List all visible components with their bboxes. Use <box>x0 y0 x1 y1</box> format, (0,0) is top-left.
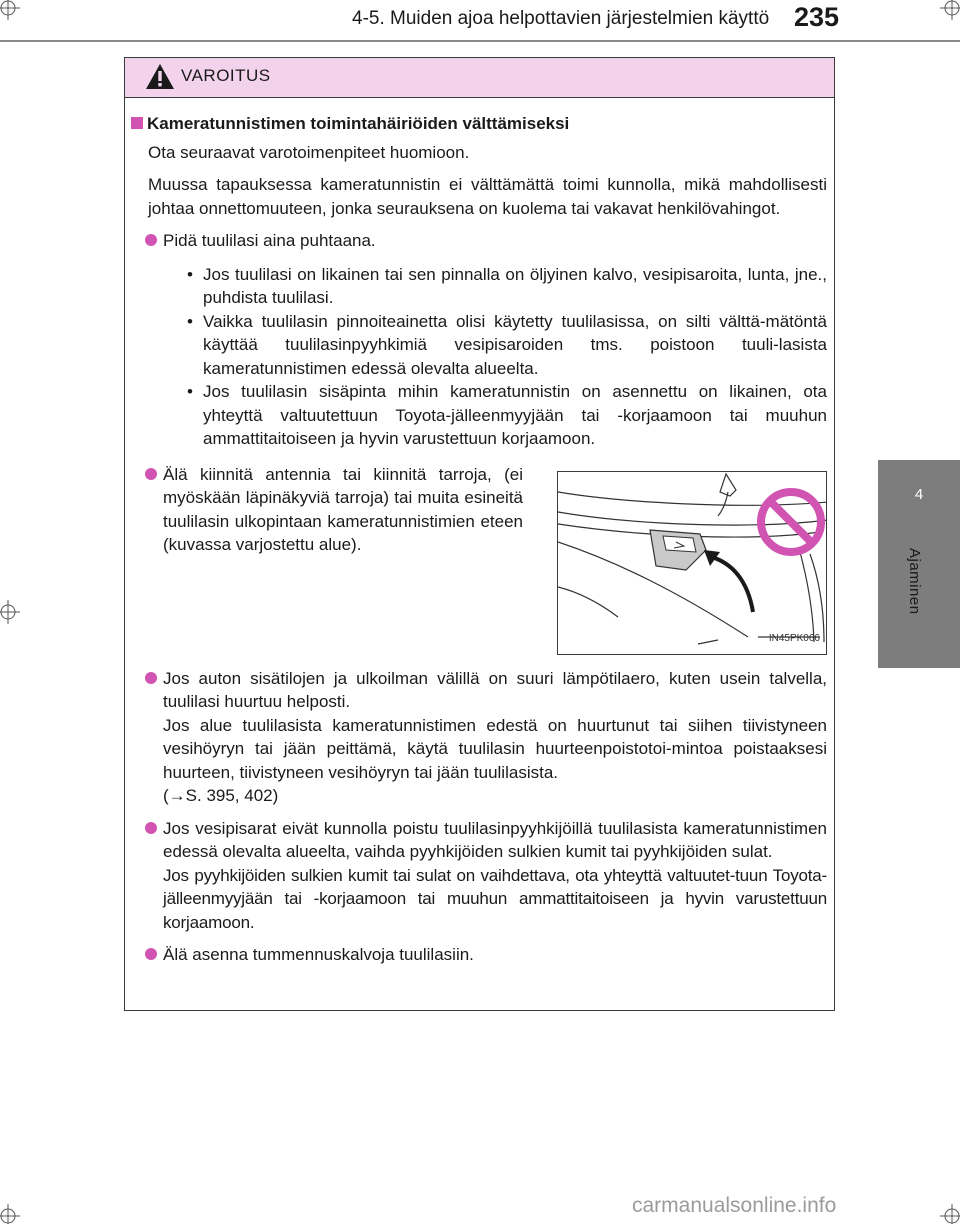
warning-box <box>124 57 835 1011</box>
bullet-text: Älä kiinnitä antennia tai kiinnitä tarroja, (ei myöskään läpinäkyviä tarroja) tai muita esineitä tuulilasin ulkopintaan kameratunnistimien eteen (kuvassa varjostettu alue). <box>163 464 523 554</box>
warning-header <box>125 58 834 98</box>
page-reference[interactable]: (→S. 395, 402) <box>163 786 279 805</box>
sub-item <box>163 380 827 451</box>
bullet-dot-icon <box>145 822 157 834</box>
warning-title: VAROITUS <box>181 66 271 85</box>
sub-item-mark: • <box>187 311 193 331</box>
sub-item <box>163 263 827 310</box>
bullet-dot-icon <box>145 672 157 684</box>
bullet-text-continued: Jos alue tuulilasista kameratunnistimen edestä on huurtunut tai siihen tiivistyneen vesihöyryn tai jään peittämä, käytä tuulilasin huurteenpoistotoi-mintoa poistaaksesi huurteen, tiivistyneen vesihöyryn tai jään tuulilasista. <box>163 715 827 782</box>
bullet-no-stickers <box>131 463 523 655</box>
bullet-dot-icon <box>145 948 157 960</box>
sub-item-text: Jos tuulilasi on likainen tai sen pinnalla on öljyinen kalvo, vesipisaroita, lunta, jne., puhdista tuulilasi. <box>203 264 827 307</box>
bullet-text: Jos auton sisätilojen ja ulkoilman välillä on suuri lämpötilaero, kuten usein talvella, tuulilasi huurtuu helposti. <box>163 668 827 711</box>
sub-item-mark: • <box>187 382 193 401</box>
chapter-number: 4 <box>914 486 924 503</box>
bullet-text: Jos vesipisarat eivät kunnolla poistu tuulilasinpyyhkijöillä tuulilasista kameratunnistimen edessä olevalta alueelta, vaihda pyyhkijöiden sulkien kumit tai pyyhkijöiden sulat. <box>163 818 827 861</box>
bullet-fogging <box>131 667 827 808</box>
sub-item-mark: • <box>187 264 193 284</box>
bullet-text: Pidä tuulilasi aina puhtaana. <box>163 231 376 250</box>
intro-text: Ota seuraavat varotoimenpiteet huomioon. <box>148 142 470 162</box>
sub-item <box>163 310 827 381</box>
bullet-with-figure <box>131 463 827 655</box>
figure-code: IN45PK066 <box>768 633 820 644</box>
sub-item-text: Jos tuulilasin sisäpinta mihin kameratunnistin on asennettu on likainen, ota yhteyttä valtuutettuun Toyota-jälleenmyyjään tai -korjaamoon tai muuhun ammattitaitoiseen ja hyvin varustettuun korjaamoon. <box>203 382 827 448</box>
chapter-side-tab[interactable] <box>878 460 960 668</box>
bullet-dot-icon <box>145 468 157 480</box>
bullet-text-continued: Jos pyyhkijöiden sulkien kumit tai sulat on vaihdettava, ota yhteyttä valtuutet-tuun Toyota-jälleenmyyjään tai -korjaamoon tai muuhun ammattitaitoiseen ja hyvin varustettuun korjaamoon. <box>163 865 827 932</box>
header-rule <box>0 40 960 42</box>
bullet-dot-icon <box>145 234 157 246</box>
bullet-no-tint-film <box>131 943 827 967</box>
page-header-title: 4-5. Muiden ajoa helpottavien järjestelmien käyttö <box>352 8 770 29</box>
sub-item-text: Vaikka tuulilasin pinnoiteainetta olisi käytetty tuulilasissa, on silti välttä-mätöntä käyttää tuulilasinpyyhkimiä vesipisaroiden tms. poistoon tuuli-lasista kameratunnistimen edessä olevalta alueelta. <box>203 311 827 378</box>
page-number: 235 <box>794 2 840 32</box>
bullet-wiper-blades <box>131 817 827 935</box>
section-heading: Kameratunnistimen toimintahäiriöiden välttämiseksi <box>131 112 827 136</box>
bullet-keep-clean <box>131 229 827 451</box>
warning-triangle-icon <box>145 63 175 90</box>
warning-content <box>131 112 827 976</box>
watermark: carmanualsonline.info <box>632 1194 837 1217</box>
chapter-label: Ajaminen <box>906 548 923 615</box>
bullet-text: Älä asenna tummennuskalvoja tuulilasiin. <box>163 945 474 964</box>
consequence-text: Muussa tapauksessa kameratunnistin ei välttämättä toimi kunnolla, mikä mahdollisesti johtaa onnettomuuteen, jonka seurauksena on kuolema tai vakavat henkilövahingot. <box>148 175 827 218</box>
windshield-illustration <box>557 471 827 655</box>
sub-list <box>163 263 827 451</box>
